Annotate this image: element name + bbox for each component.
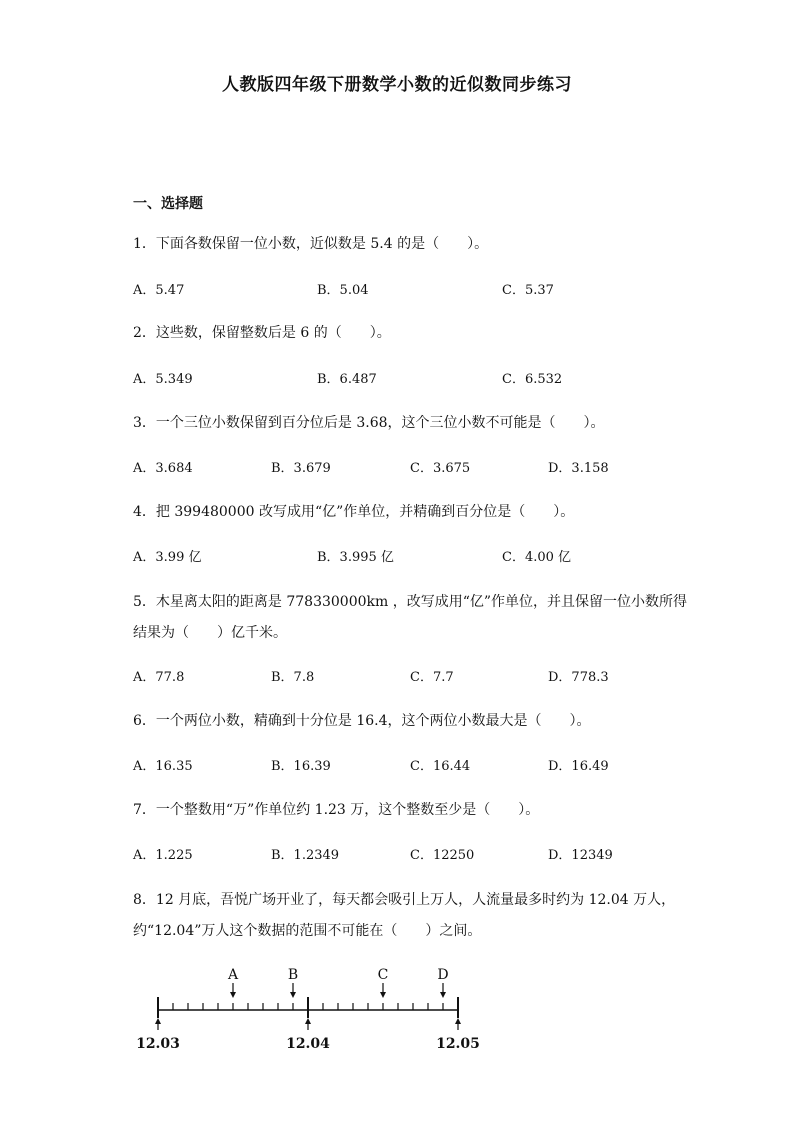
number-line-marker-label: A [227,967,239,983]
number-line-figure [130,965,490,1055]
question-8-stem-line-1: 8．12 月底，吾悦广场开业了，每天都会吸引上万人，人流量最多时约为 12.04 万人， [133,892,676,908]
number-line-marker-label: C [377,967,389,983]
question-5-options [133,666,673,686]
section-heading: 一、选择题 [133,196,203,212]
document-title: 人教版四年级下册数学小数的近似数同步练习 [222,75,572,95]
question-1-option-b[interactable]: B．5.04 [317,283,369,298]
question-2-option-c[interactable]: C．6.532 [502,372,563,387]
question-5-option-c[interactable]: C．7.7 [410,670,454,685]
question-4-option-c[interactable]: C．4.00 亿 [502,550,572,565]
label-arrow-head [455,1018,461,1024]
question-1-options [133,279,673,299]
marker-arrow-head [380,992,386,998]
question-2-option-b[interactable]: B．6.487 [317,372,377,387]
question-2-option-a[interactable]: A．5.349 [133,372,193,387]
question-7-stem: 7．一个整数用“万”作单位约 1.23 万，这个整数至少是（ ）。 [133,802,540,818]
label-arrow-head [155,1018,161,1024]
marker-arrow-head [230,992,236,998]
question-2-stem: 2．这些数，保留整数后是 6 的（ ）。 [133,325,391,341]
question-7-option-a[interactable]: A．1.225 [133,848,193,863]
question-3-options [133,457,673,477]
number-line-marker-label: D [437,967,449,983]
question-6-option-d[interactable]: D．16.49 [548,759,609,774]
question-3-option-a[interactable]: A．3.684 [133,461,193,476]
number-line-tick-label: 12.04 [286,1036,330,1052]
marker-arrow-head [290,992,296,998]
question-7-options [133,844,673,864]
question-3-stem: 3．一个三位小数保留到百分位后是 3.68，这个三位小数不可能是（ ）。 [133,415,605,431]
question-6-option-a[interactable]: A．16.35 [133,759,193,774]
question-5-option-b[interactable]: B．7.8 [271,670,315,685]
number-line-tick-label: 12.05 [436,1036,480,1052]
question-5-stem-line-2: 结果为（ ）亿千米。 [133,625,287,641]
question-3-option-c[interactable]: C．3.675 [410,461,471,476]
question-7-option-d[interactable]: D．12349 [548,848,613,863]
label-arrow-head [305,1018,311,1024]
number-line-marker-label: B [287,967,299,983]
question-1-stem: 1．下面各数保留一位小数，近似数是 5.4 的是（ ）。 [133,236,489,252]
number-line-svg [130,965,490,1055]
question-8-stem-line-2: 约“12.04”万人这个数据的范围不可能在（ ）之间。 [133,923,482,939]
marker-arrow-head [440,992,446,998]
question-7-option-c[interactable]: C．12250 [410,848,475,863]
question-7-option-b[interactable]: B．1.2349 [271,848,340,863]
question-5-stem-line-1: 5．木星离太阳的距离是 778330000km ，改写成用“亿”作单位，并且保留一位小数所得 [133,594,688,610]
question-4-option-a[interactable]: A．3.99 亿 [133,550,202,565]
question-1-option-c[interactable]: C．5.37 [502,283,554,298]
question-6-option-b[interactable]: B．16.39 [271,759,331,774]
question-5-option-d[interactable]: D．778.3 [548,670,609,685]
question-6-option-c[interactable]: C．16.44 [410,759,471,774]
question-4-stem: 4．把 399480000 改写成用“亿”作单位，并精确到百分位是（ ）。 [133,504,575,520]
question-4-option-b[interactable]: B．3.995 亿 [317,550,394,565]
question-3-option-b[interactable]: B．3.679 [271,461,331,476]
question-3-option-d[interactable]: D．3.158 [548,461,609,476]
question-6-options [133,755,673,775]
question-6-stem: 6．一个两位小数，精确到十分位是 16.4，这个两位小数最大是（ ）。 [133,713,591,729]
question-1-option-a[interactable]: A．5.47 [133,283,185,298]
question-2-options [133,368,673,388]
number-line-tick-label: 12.03 [136,1036,180,1052]
question-4-options [133,546,673,566]
question-5-option-a[interactable]: A．77.8 [133,670,185,685]
